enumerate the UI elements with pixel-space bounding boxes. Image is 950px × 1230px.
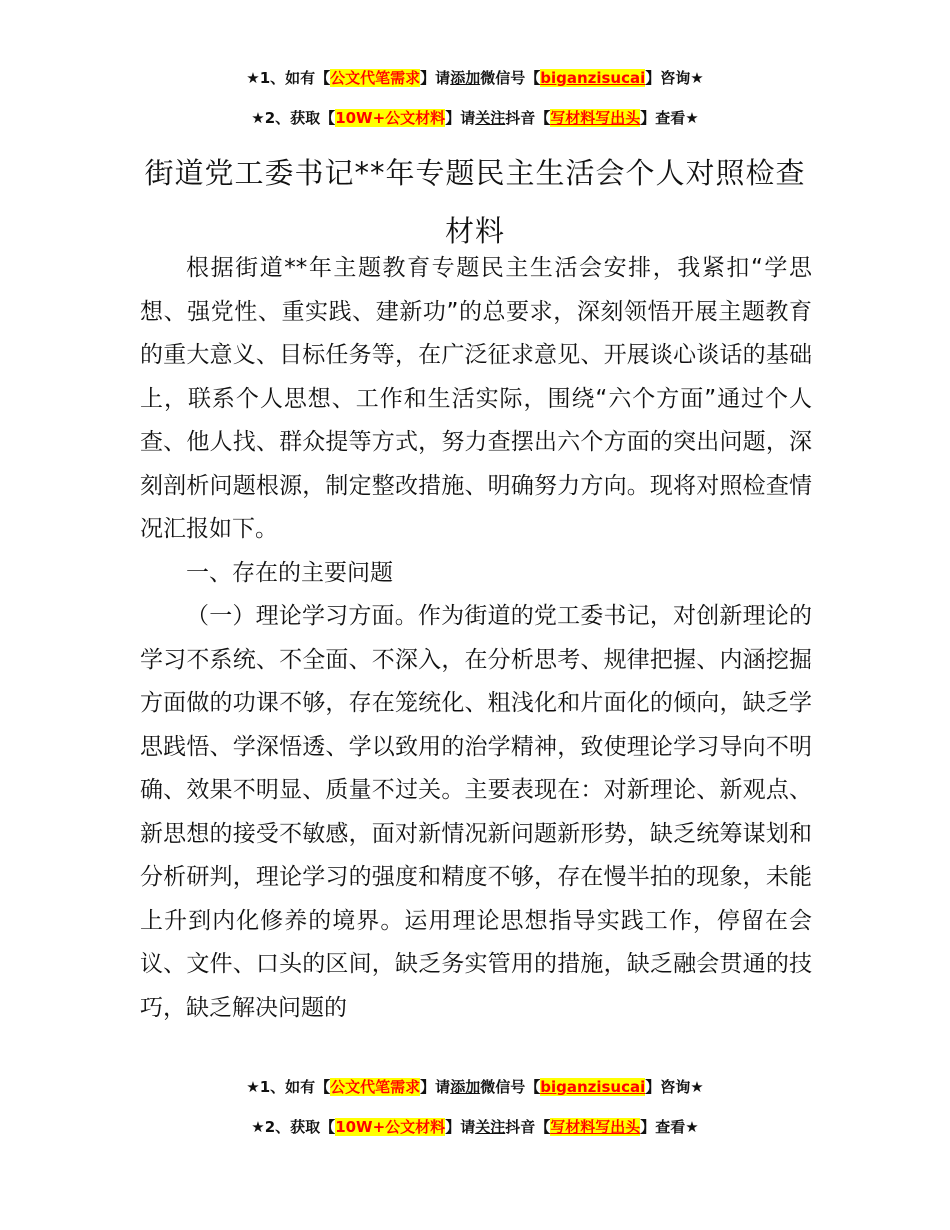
section-heading: 一、存在的主要问题 <box>186 559 393 586</box>
ad1-underlined: 添加 <box>450 69 481 87</box>
section-paragraph: （一）理论学习方面。作为街道的党工委书记，对创新理论的学习不系统、不全面、不深入，在分析思考、规律把握、内涵挖掘方面做的功课不够，存在笼统化、粗浅化和片面化的倾向，缺乏学思践悟、学深悟透、学以致用的治学精神，致使理论学习导向不明确、效果不明显、质量不过关。主要表现在：对新理论、新观点、新思想的接受不敏感，面对新情况新问题新形势，缺乏统筹谋划和分析研判，理论学习的强度和精度不够，存在慢半拍的现象，未能上升到内化修养的境界。运用理论思想指导实践工作，停留在会议、文件、口头的区间，缺乏务实管用的措施，缺乏融会贯通的技巧，缺乏解决问题的 <box>140 603 812 1021</box>
fad2-underlined: 关注 <box>475 1118 506 1136</box>
fad1-prefix: ★1、如有【 <box>246 1078 331 1096</box>
fad2-highlight-materials: 10W+公文材料 <box>335 1118 446 1136</box>
ad2-mid2: 抖音【 <box>505 109 551 127</box>
ad2-suffix: 】查看★ <box>640 109 699 127</box>
fad2-mid1: 】请 <box>445 1118 476 1136</box>
ad2-underlined: 关注 <box>475 109 506 127</box>
fad2-mid2: 抖音【 <box>505 1118 551 1136</box>
fad2-prefix: ★2、获取【 <box>251 1118 336 1136</box>
header-ad-line-2 <box>0 108 950 128</box>
fad1-mid2: 微信号【 <box>480 1078 541 1096</box>
ad2-highlight-douyin: 写材料写出头 <box>550 109 641 127</box>
fad2-highlight-douyin: 写材料写出头 <box>550 1118 641 1136</box>
fad1-mid1: 】请 <box>420 1078 451 1096</box>
ad1-highlight-service: 公文代笔需求 <box>330 69 421 87</box>
ad1-mid2: 微信号【 <box>480 69 541 87</box>
fad1-underlined: 添加 <box>450 1078 481 1096</box>
ad1-suffix: 】咨询★ <box>645 69 704 87</box>
fad1-highlight-service: 公文代笔需求 <box>330 1078 421 1096</box>
footer-ad-line-2 <box>0 1117 950 1137</box>
document-body <box>140 247 812 1030</box>
fad1-highlight-wechat: biganzisucai <box>540 1078 646 1096</box>
ad1-prefix: ★1、如有【 <box>246 69 331 87</box>
ad2-highlight-materials: 10W+公文材料 <box>335 109 446 127</box>
header-ad-line-1 <box>0 68 950 88</box>
ad1-highlight-wechat: biganzisucai <box>540 69 646 87</box>
fad1-suffix: 】咨询★ <box>645 1078 704 1096</box>
document-title: 街道党工委书记**年专题民主生活会个人对照检查材料 <box>144 156 806 248</box>
ad2-mid1: 】请 <box>445 109 476 127</box>
footer-ad-line-1 <box>0 1077 950 1097</box>
intro-paragraph: 根据街道**年主题教育专题民主生活会安排，我紧扣“学思想、强党性、重实践、建新功”的总要求，深刻领悟开展主题教育的重大意义、目标任务等，在广泛征求意见、开展谈心谈话的基础上，联系个人思想、工作和生活实际，围绕“六个方面”通过个人查、他人找、群众提等方式，努力查摆出六个方面的突出问题，深刻剖析问题根源，制定整改措施、明确努力方向。现将对照检查情况汇报如下。 <box>140 255 812 542</box>
fad2-suffix: 】查看★ <box>640 1118 699 1136</box>
ad2-prefix: ★2、获取【 <box>251 109 336 127</box>
ad1-mid1: 】请 <box>420 69 451 87</box>
